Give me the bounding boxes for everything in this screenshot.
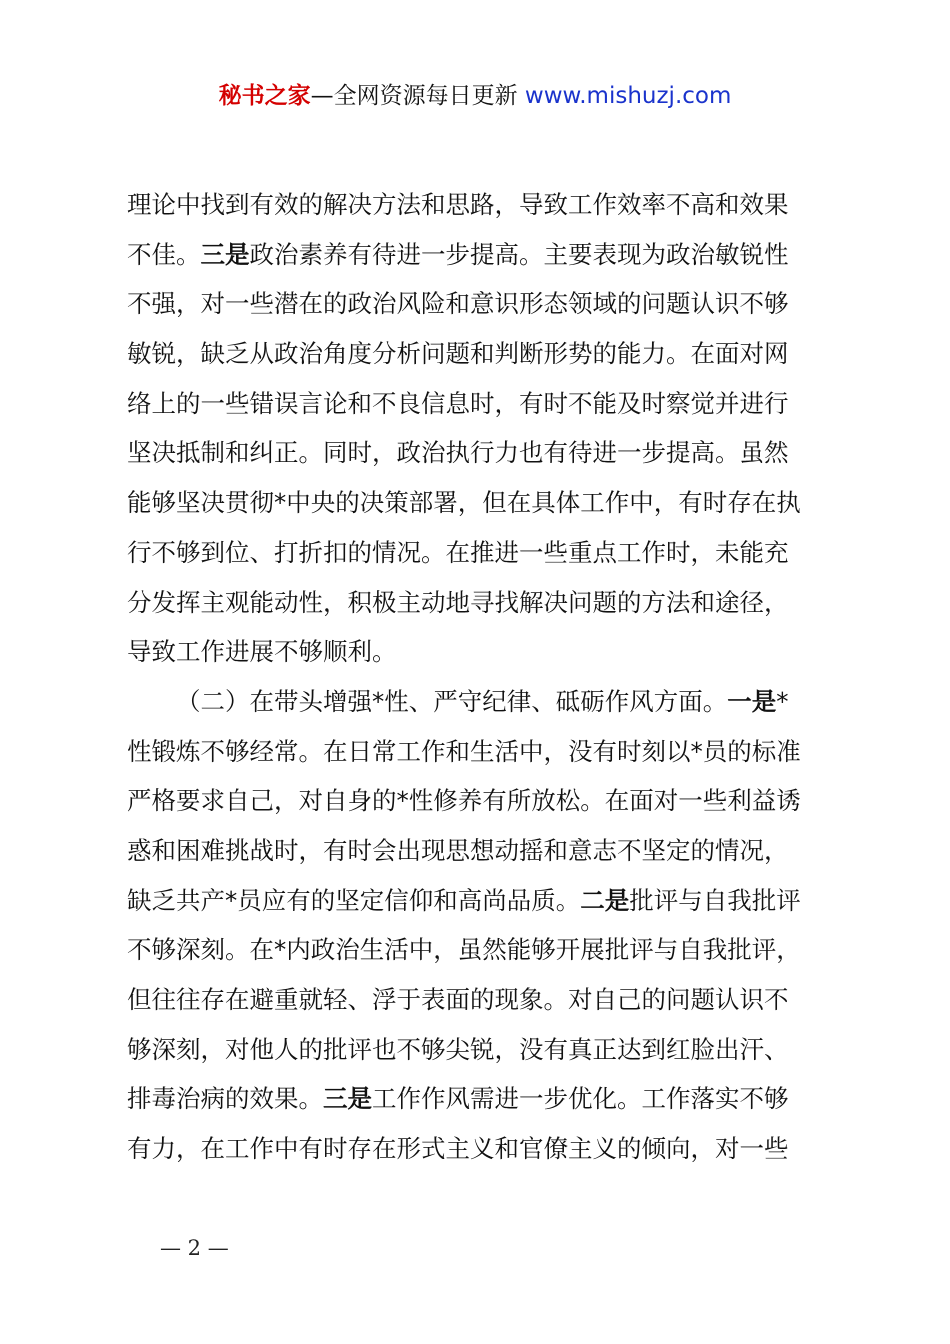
text-segment: 批评与自我批评 [629,885,801,915]
text-line [127,776,831,826]
text-segment: 不强，对一些潜在的政治风险和意识形态领域的问题认识不够 [127,289,789,319]
text-line [127,329,831,379]
bold-marker: 二是 [580,885,630,915]
text-segment: 不够深刻。在*内政治生活中，虽然能够开展批评与自我批评， [127,935,801,965]
text-segment: 有力，在工作中有时存在形式主义和官僚主义的倾向，对一些 [127,1134,789,1164]
text-segment: 不佳。 [127,239,201,269]
text-segment: 性锻炼不够经常。在日常工作和生活中，没有时刻以*员的标准 [127,736,801,766]
text-line [127,727,831,777]
text-line [127,627,831,677]
text-segment: 络上的一些错误言论和不良信息时，有时不能及时察觉并进行 [127,388,789,418]
text-segment: 工作作风需进一步优化。工作落实不够 [372,1084,789,1114]
text-segment: 能够坚决贯彻*中央的决策部署，但在具体工作中，有时存在执 [127,488,801,518]
document-body [127,180,831,1174]
text-segment: 惑和困难挑战时，有时会出现思想动摇和意志不坚定的情况， [127,835,789,865]
text-line [127,230,831,280]
text-line [127,975,831,1025]
text-line [127,180,831,230]
text-segment: 理论中找到有效的解决方法和思路，导致工作效率不高和效果 [127,190,789,219]
text-segment: 缺乏共产*员应有的坚定信仰和高尚品质。 [127,885,581,915]
site-header [0,80,950,112]
text-segment: （二）在带头增强*性、严守纪律、砥砺作风方面。 [176,686,728,716]
text-line [127,925,831,975]
site-url-link[interactable]: www.mishuzj.com [524,83,732,109]
text-line [127,826,831,876]
text-segment: * [776,686,789,716]
text-line [127,279,831,329]
text-segment: 分发挥主观能动性，积极主动地寻找解决问题的方法和途径， [127,587,789,617]
site-tagline: —全网资源每日更新 [310,83,525,109]
text-segment: 排毒治病的效果。 [127,1084,323,1114]
text-line [127,677,831,727]
text-line [127,428,831,478]
text-segment: 政治素养有待进一步提高。主要表现为政治敏锐性 [249,239,789,269]
text-line [127,379,831,429]
text-segment: 但往往存在避重就轻、浮于表面的现象。对自己的问题认识不 [127,985,789,1014]
site-brand: 秘书之家 [218,83,311,109]
bold-marker: 一是 [727,686,777,716]
text-segment: 敏锐，缺乏从政治角度分析问题和判断形势的能力。在面对网 [127,339,789,369]
text-line [127,1124,831,1174]
text-line [127,1074,831,1124]
page-number: — 2 — [160,1236,229,1260]
text-segment: 行不够到位、打折扣的情况。在推进一些重点工作时，未能充 [127,537,789,567]
text-line [127,528,831,578]
text-segment: 严格要求自己，对自身的*性修养有所放松。在面对一些利益诱 [127,786,801,816]
text-line [127,876,831,926]
bold-marker: 三是 [323,1084,372,1114]
text-line [127,478,831,528]
text-segment: 坚决抵制和纠正。同时，政治执行力也有待进一步提高。虽然 [127,438,789,468]
text-segment: 够深刻，对他人的批评也不够尖锐，没有真正达到红脸出汗、 [127,1034,789,1064]
bold-marker: 三是 [200,239,250,269]
text-line [127,1025,831,1075]
text-segment: 导致工作进展不够顺利。 [127,637,397,667]
text-line [127,578,831,628]
